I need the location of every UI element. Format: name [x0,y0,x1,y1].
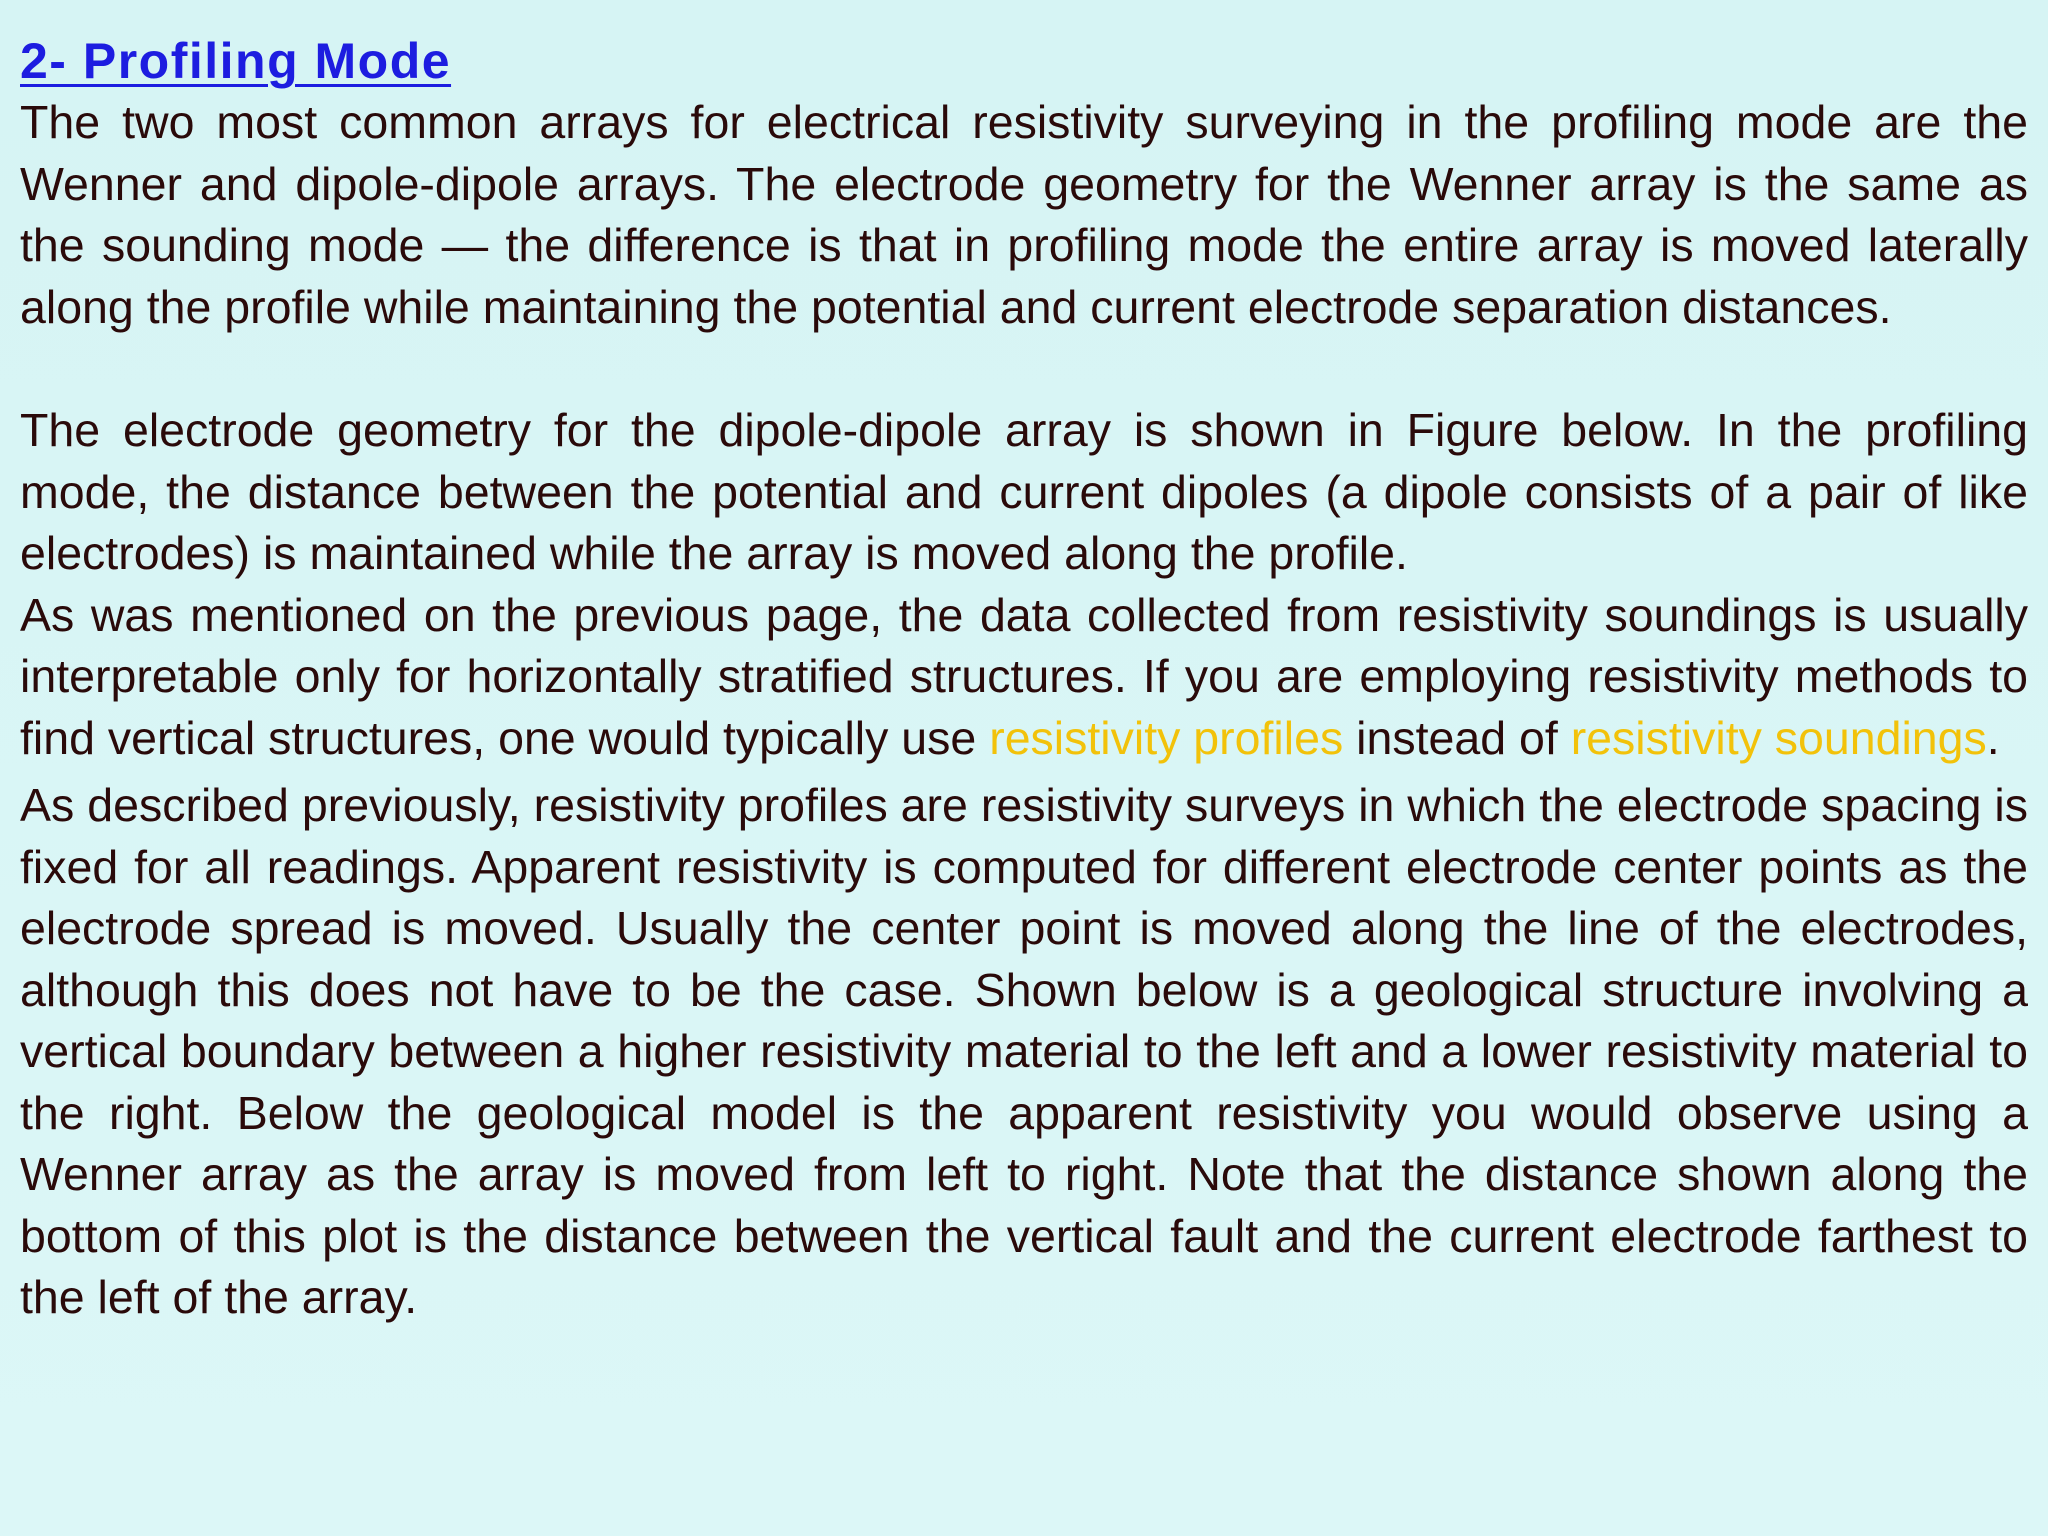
paragraph-resistivity-profiles: As described previously, resistivity profiles are resistivity surveys in which the electrode spacing is fixed for all readings. Apparent resistivity is computed for different electrode center points as the electrode spread is moved. Usually the center point is moved along the line of the electrodes, although this does not have to be the case. Shown below is a geological structure involving a vertical boundary between a higher resistivity material to the left and a lower resistivity material to the right. Below the geological model is the apparent resistivity you would observe using a Wenner array as the array is moved from left to right. Note that the distance shown along the bottom of this plot is the distance between the vertical fault and the current electrode farthest to the left of the array. [20,779,2028,1323]
resistivity-soundings-link[interactable]: resistivity soundings [1570,711,1987,764]
resistivity-profiles-link[interactable]: resistivity profiles [989,711,1344,764]
paragraph-spacer [20,338,2028,400]
paragraph-wenner: The two most common arrays for electrical resistivity surveying in the profiling mode are the Wenner and dipole-dipole arrays. The electrode geometry for the Wenner array is the same as the sounding mode — the difference is that in profiling mode the entire array is moved laterally along the profile while maintaining the potential and current electrode separation distances. [20,96,2028,333]
paragraph-text: As was mentioned on the previous page, the data collected from resistivity soundings is usually interpretable only for horizontally stratified structures. If you are employing resistivity methods to find vertical structures, one would typically use [20,588,2028,764]
paragraph-soundings-vs-profiles [20,585,2028,770]
paragraph-dipole-dipole: The electrode geometry for the dipole-dipole array is shown in Figure below. In the profiling mode, the distance between the potential and current dipoles (a dipole consists of a pair of like electrodes) is maintained while the array is moved along the profile. [20,404,2028,579]
paragraph-text: instead of [1343,711,1571,764]
section-heading[interactable] [20,30,2028,92]
paragraph-text: . [1986,711,2000,764]
section-heading-link[interactable]: 2- Profiling Mode [20,33,452,89]
